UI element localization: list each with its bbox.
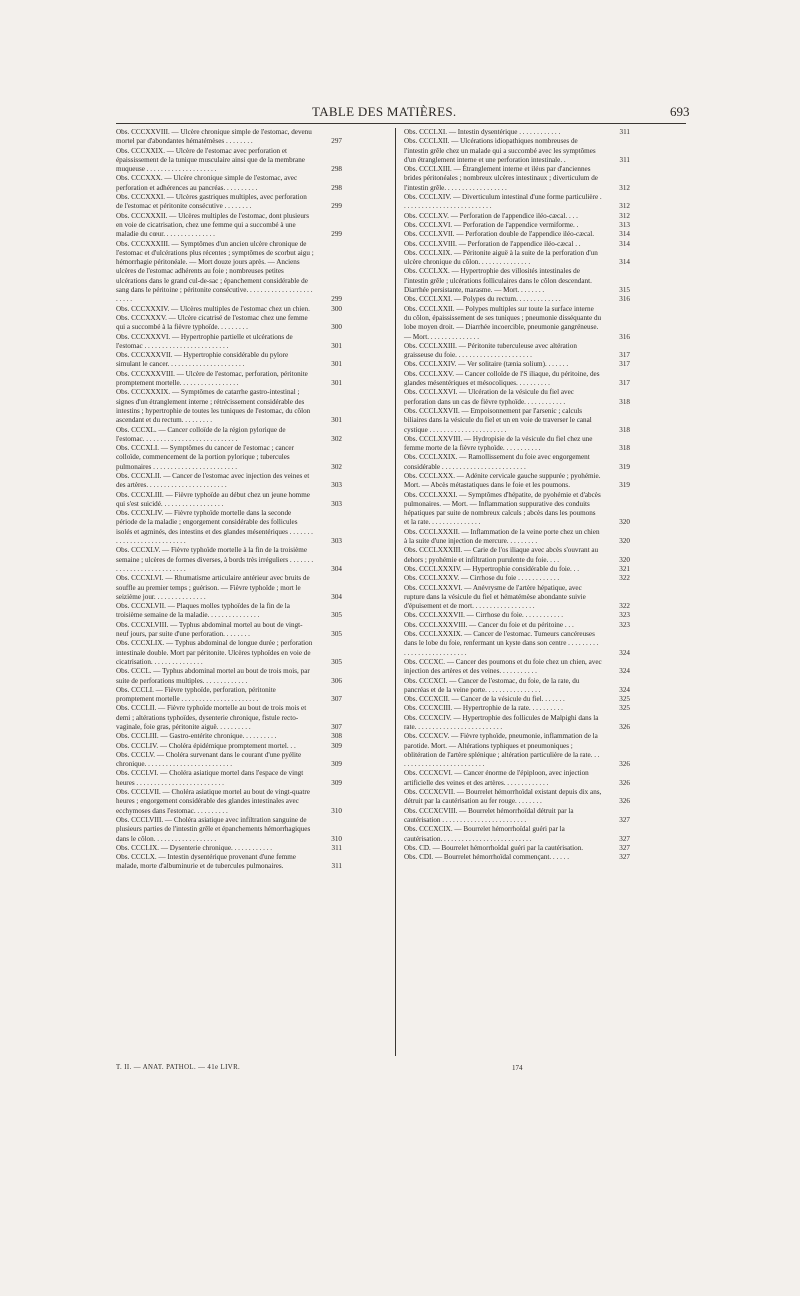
toc-entry-text: Obs. CCCL. — Typhus abdominal mortel au bout de trois mois, par suite de perforations multiples. . . . . . . . . . . . . (116, 667, 310, 685)
toc-entry-text: Obs. CCCXXXIII. — Symptômes d'un ancien ulcère chronique de l'estomac et d'ulcérations plus récentes ; symptômes de scorbut aigu ; hémorrhagie péritonéale. — Mort douze jours après. — Anciens ulcères de l'estomac adhérents au foie ; nombreuses petites ulcérations dans le grand cul-de-sac ; épanchement considérable de sang dans le péritoine ; péritonite consécutive. . . . . . . . . . . . . . . . . . . . . . . . (116, 239, 314, 304)
toc-entry-page: 314 (619, 230, 630, 239)
toc-entry (404, 407, 630, 435)
toc-entry-text: Obs. CCCXLII. — Cancer de l'estomac avec injection des veines et des artères. . . . . . . . . . . . . . . . . . . . . . . (116, 471, 310, 490)
toc-entry-text: Obs. CCCXCIV. — Hypertrophie des follicules de Malpighi dans la rate. . . . . . . . . . . . . . . . . . . . . . . . . (404, 713, 599, 731)
toc-entry-page: 326 (619, 760, 630, 769)
toc-entry-page: 308 (331, 732, 342, 741)
toc-entry-page: 322 (619, 602, 630, 611)
toc-entry-text: Obs. CCCLXXXVII. — Cirrhose du foie. . . . . . . . . . . . (404, 611, 564, 620)
toc-entry-page: 316 (619, 295, 630, 304)
toc-entry (116, 128, 342, 147)
toc-entry-text: Obs. CCCLXXVII. — Empoisonnement par l'arsenic ; calculs biliaires dans la vésicule du fiel et un en voie de traverser le canal cystique . . . . . . . . . . . . . . . . . . . . . . (404, 406, 592, 434)
toc-entry-text: Obs. CCCXCVII. — Bourrelet hémorrhoïdal existant depuis dix ans, détruit par la cautérisation au fer rouge. . . . . . . . (404, 788, 602, 806)
toc-entry-text: Obs. CCCXLVI. — Rhumatisme articulaire antérieur avec bruits de souffle au premier temps ; guérison. — Fièvre typhoïde ; mort le seizième jour. . . . . . . . . . . . . . . (116, 574, 310, 601)
toc-entry-text: Obs. CCCLXXII. — Polypes multiples sur toute la surface interne du côlon, épaississement de ses tuniques ; pneumonie disséquante du lobe moyen droit. — Diarrhée incoercible, pneumonie gangréneuse. — Mort. . . . . . . . . . . . . . . (404, 304, 602, 341)
toc-entry-text: Obs. CCCXLVII. — Plaques molles typhoïdes de la fin de la troisième semaine de la maladie. . . . . . . . . . . . . . . (116, 602, 290, 620)
toc-entry-text: Obs. CCCXXXIX. — Symptômes de catarrhe gastro-intestinal ; signes d'un étranglement interne ; rétrécissement considérable des intestins ; hypertrophie de toutes les tuniques de l'estomac, du côlon ascendant et du rectum. . . . . . . . . (116, 388, 311, 425)
toc-entry (404, 295, 630, 304)
toc-entry (116, 788, 342, 816)
toc-entry-page: 303 (331, 537, 342, 546)
toc-entry (404, 844, 630, 853)
toc-entry (116, 602, 342, 621)
sheet-number: 174 (512, 1064, 523, 1072)
toc-entry-text: Obs. CCCLXXXIX. — Cancer de l'estomac. Tumeurs cancéreuses dans le lobe du foie, renfermant un kyste dans son centre . . . . . . . . . . . . . . . . . . . . . . . . . . . (404, 630, 599, 657)
toc-entry (116, 212, 342, 240)
toc-entry (404, 574, 630, 583)
toc-entry (116, 174, 342, 193)
toc-entry-page: 315 (619, 286, 630, 295)
toc-entry (404, 621, 630, 630)
toc-entry (116, 388, 342, 425)
toc-entry (116, 147, 342, 175)
toc-entry-page: 303 (331, 481, 342, 490)
toc-entry-text: Obs. CCCLXXIII. — Péritonite tuberculeuse avec altération graisseuse du foie. . . . . . . . . . . . . . . . . . . . . . (404, 341, 577, 360)
toc-entry-page: 304 (331, 564, 342, 573)
toc-entry-page: 311 (331, 862, 342, 871)
signature-mark: T. II. — ANAT. PATHOL. — 41e LIVR. (116, 1064, 241, 1071)
toc-entry (116, 742, 342, 751)
toc-entry (116, 574, 342, 602)
toc-entry-text: Obs. CCCLXXX. — Adénite cervicale gauche suppurée ; pyohémie. Mort. — Abcès métastatiques dans le foie et les poumons. (404, 471, 601, 490)
toc-entry-page: 319 (619, 462, 630, 471)
toc-entry (116, 491, 342, 510)
toc-entry-page: 312 (619, 183, 630, 192)
toc-entry-page: 320 (619, 537, 630, 546)
toc-entry (404, 249, 630, 268)
toc-entry-page: 320 (619, 555, 630, 564)
toc-entry (404, 165, 630, 193)
toc-entry-page: 324 (619, 648, 630, 657)
toc-entry (404, 342, 630, 361)
toc-entry-text: Obs. CCCXXIX. — Ulcère de l'estomac avec perforation et épaississement de la tunique musculaire ainsi que de la membrane muqueuse . . . . . . . . . . . . . . . . . . . . (116, 146, 305, 174)
toc-entry-page: 318 (619, 397, 630, 406)
toc-entry-page: 298 (331, 183, 342, 192)
toc-entry-page: 305 (331, 630, 342, 639)
toc-entry-page: 327 (619, 815, 630, 824)
toc-entry-text: Obs. CCCLIII. — Gastro-entérite chronique. . . . . . . . . . (116, 732, 277, 741)
toc-entry-page: 301 (331, 416, 342, 425)
toc-entry (116, 426, 342, 445)
toc-entry-text: Obs. CDI. — Bourrelet hémorrhoïdal commençant. . . . . . (404, 853, 569, 862)
toc-entry-text: Obs. CCCXLV. — Fièvre typhoïde mortelle à la fin de la troisième semaine ; ulcères de formes diverses, à bords très irréguliers . . . . . . . . . . . . . . . . . . . . . . . . . . . (116, 546, 314, 573)
toc-entry-text: Obs. CCCXLIX. — Typhus abdominal de longue durée ; perforation intestinale double. Mort par péritonite. Ulcères typhoïdes en voie de cicatrisation. . . . . . . . . . . . . . . (116, 639, 313, 666)
toc-entry-text: Obs. CCCXCVIII. — Bourrelet hémorrhoïdal détruit par la cautérisation . . . . . . . . . . . . . . . . . . . . . . . . (404, 806, 574, 824)
toc-entry-text: Obs. CCCLXX. — Hypertrophie des villosités intestinales de l'intestin grêle ; ulcérations folliculaires dans le côlon descendant. Diarrhée persistante, marasme. — Mort. . . . . . . . (404, 267, 592, 295)
toc-entry-page: 302 (331, 462, 342, 471)
toc-entry (116, 370, 342, 389)
toc-entry-page: 325 (619, 704, 630, 713)
toc-entry-text: Obs. CCCLXII. — Ulcérations idiopathiques nombreuses de l'intestin grêle chez un malade qui a succombé avec les symptômes d'un étranglement interne et une perforation intestinale. . (404, 137, 596, 164)
toc-entry-text: Obs. CCCXLI. — Symptômes du cancer de l'estomac ; cancer colloïde, commencement de la portion pylorique ; tubercules pulmonaires . . . . . . . . . . . . . . . . . . . . . . . . (116, 444, 294, 471)
toc-entry-page: 324 (619, 685, 630, 694)
toc-entry-text: Obs. CCCXXXI. — Ulcères gastriques multiples, avec perforation de l'estomac et péritonite consécutive . . . . . . . . (116, 193, 307, 211)
toc-entry-page: 301 (331, 360, 342, 369)
toc-entry-page: 306 (331, 676, 342, 685)
toc-entry (116, 704, 342, 732)
toc-entry (404, 658, 630, 677)
toc-entry (404, 360, 630, 369)
toc-entry-text: Obs. CCCXC. — Cancer des poumons et du foie chez un chien, avec injection des artères et des veines. . . . . . . . . . . (404, 657, 602, 676)
toc-entry-page: 300 (331, 304, 342, 313)
toc-entry-text: Obs. CCCLVII. — Choléra asiatique mortel au bout de vingt-quatre heures ; engorgement considérable des glandes intestinales avec ecchymoses dans l'estomac. . . . . . . . . . (116, 788, 310, 815)
toc-entry-page: 323 (619, 620, 630, 629)
toc-entry-page: 301 (331, 341, 342, 350)
toc-entry (404, 472, 630, 491)
toc-entry-text: Obs. CCCXXVIII. — Ulcère chronique simple de l'estomac, devenu mortel par d'abondantes hématémèses . . . . . . . . (116, 128, 312, 146)
toc-entry-text: Obs. CCCLXXIV. — Ver solitaire (tænia solium). . . . . . . (404, 360, 569, 369)
toc-entry-text: Obs. CCCXXXIV. — Ulcères multiples de l'estomac chez un chien. (116, 304, 310, 313)
toc-entry (404, 546, 630, 565)
page-number: 693 (670, 104, 690, 119)
toc-entry-page: 304 (331, 592, 342, 601)
toc-entry-text: Obs. CCCLXXXVIII. — Cancer du foie et du péritoine . . . (404, 620, 574, 629)
toc-entry-page: 311 (331, 843, 342, 852)
toc-entry-page: 318 (619, 425, 630, 434)
toc-entry (404, 128, 630, 137)
toc-entry-page: 303 (331, 499, 342, 508)
toc-entry-text: Obs. CCCLXI. — Intestin dysentérique . . . . . . . . . . . . (404, 128, 561, 136)
toc-entry-page: 305 (331, 611, 342, 620)
toc-entry (404, 453, 630, 472)
toc-entry-text: Obs. CCCXCV. — Fièvre typhoïde, pneumonie, inflammation de la parotide. Mort. — Altérations typhiques et pneumoniques ; oblitération de l'artère splénique ; altération particulière de la rate. . . . . . . . . . . . . . . . . . . . . . . . . . (404, 732, 600, 769)
toc-entry (116, 816, 342, 844)
toc-entry-page: 299 (331, 230, 342, 239)
toc-entry (116, 240, 342, 305)
toc-entry (404, 240, 630, 249)
toc-entry-page: 324 (619, 667, 630, 676)
toc-entry (116, 193, 342, 212)
toc-entry-text: Obs. CCCLXXIX. — Ramollissement du foie avec engorgement considérable . . . . . . . . . . . . . . . . . . . . . . . . (404, 453, 590, 471)
toc-entry (404, 732, 630, 769)
toc-entry (404, 695, 630, 704)
toc-entry-text: Obs. CCCXCVI. — Cancer énorme de l'épiploon, avec injection artificielle des veines et des artères. . . . . . . . . . . . . (404, 769, 589, 787)
toc-entry (116, 305, 342, 314)
toc-entry (116, 621, 342, 640)
toc-entry-page: 310 (331, 806, 342, 815)
toc-entry-page: 309 (331, 778, 342, 787)
toc-entry-page: 326 (619, 797, 630, 806)
toc-entry-page: 321 (619, 564, 630, 573)
toc-entry (116, 509, 342, 546)
toc-entry-text: Obs. CCCLX. — Intestin dysentérique provenant d'une femme malade, morte d'albuminurie et de tubercules pulmonaires. (116, 853, 296, 871)
toc-entry-text: Obs. CCCLXXVIII. — Hydropisie de la vésicule du fiel chez une femme morte de la fièvre typhoïde. . . . . . . . . . . (404, 434, 593, 453)
header-rule (116, 123, 686, 124)
toc-entry-text: Obs. CCCXXXVII. — Hypertrophie considérable du pylore simulant le cancer. . . . . . . . . . . . . . . . . . . . . . (116, 351, 289, 369)
toc-entry (404, 630, 630, 658)
toc-entry-page: 298 (331, 165, 342, 174)
toc-column-right (404, 128, 630, 862)
toc-entry-text: Obs. CCCLV. — Choléra survenant dans le courant d'une pyélite chronique. . . . . . . . . . . . . . . . . . . . . . . . . (116, 750, 302, 769)
toc-entry-text: Obs. CCCXCIII. — Hypertrophie de la rate. . . . . . . . . . (404, 704, 563, 713)
running-title: TABLE DES MATIÈRES. (312, 104, 457, 119)
toc-entry-text: Obs. CCCXL. — Cancer colloïde de la région pylorique de l'estomac. . . . . . . . . . . . . . . . . . . . . . . . . . . (116, 425, 286, 443)
toc-entry (116, 314, 342, 333)
toc-entry (404, 584, 630, 612)
toc-entry-page: 322 (619, 574, 630, 583)
toc-entry-text: Obs. CCCLXXXIII. — Carie de l'os iliaque avec abcès s'ouvrant au dehors ; pyohémie et infiltration purulente du foie. . . . (404, 546, 599, 564)
toc-entry (404, 491, 630, 528)
toc-entry-text: Obs. CCCLXXXVI. — Anévrysme de l'artère hépatique, avec rupture dans la vésicule du fiel et hématémèse abondante suivie d'épuisement et de mort. . . . . . . . . . . . . . . . . . (404, 583, 586, 611)
toc-entry (116, 351, 342, 370)
toc-entry-page: 316 (619, 332, 630, 341)
toc-entry-page: 314 (619, 258, 630, 267)
toc-entry (116, 667, 342, 686)
toc-entry-page: 307 (331, 723, 342, 731)
toc-entry-page: 326 (619, 778, 630, 787)
toc-entry-text: Obs. CCCLI. — Fièvre typhoïde, perforation, péritonite promptement mortelle . . . . . . . . . . . . . . . . . . . . . . (116, 685, 276, 704)
toc-entry (404, 788, 630, 807)
toc-entry-text: Obs. CCCLII. — Fièvre typhoïde mortelle au bout de trois mois et demi ; altérations typhoïdes, dysenterie chronique, fistule recto-vaginale, foie gras, péritonite aiguë. . . . . . . . . . (116, 704, 307, 731)
toc-entry (116, 751, 342, 770)
toc-entry (404, 230, 630, 239)
toc-entry-page: 327 (619, 843, 630, 852)
toc-entry-text: Obs. CCCLXXXV. — Cirrhose du foie . . . . . . . . . . . . (404, 574, 560, 583)
toc-entry-text: Obs. CCCLXXXIV. — Hypertrophie considérable du foie. . . (404, 564, 579, 573)
toc-entry-page: 301 (331, 379, 342, 388)
toc-entry (404, 137, 630, 165)
toc-entry-page: 309 (331, 760, 342, 769)
column-divider (395, 128, 396, 1056)
toc-entry-page: 326 (619, 723, 630, 731)
toc-entry-text: Obs. CCCXCI. — Cancer de l'estomac, du foie, de la rate, du pancréas et de la veine porte. . . . . . . . . . . . . . . . (404, 676, 580, 694)
toc-entry-page: 299 (331, 202, 342, 211)
toc-entry-page: 317 (619, 360, 630, 369)
toc-entry (404, 305, 630, 342)
toc-entry-page: 302 (331, 434, 342, 443)
toc-entry-page: 312 (619, 211, 630, 220)
toc-entry-page: 300 (331, 323, 342, 332)
toc-entry (116, 844, 342, 853)
toc-entry-text: Obs. CCCXCII. — Cancer de la vésicule du fiel. . . . . . . (404, 695, 565, 704)
toc-entry-page: 319 (619, 481, 630, 490)
toc-entry-text: Obs. CCCLXIX. — Péritonite aiguë à la suite de la perforation d'un ulcère chronique du côlon. . . . . . . . . . . . . . . (404, 248, 598, 267)
toc-entry-page: 327 (619, 834, 630, 843)
toc-entry (404, 388, 630, 407)
toc-entry-page: 317 (619, 351, 630, 360)
toc-entry (116, 546, 342, 574)
toc-entry-text: Obs. CCCXXXVIII. — Ulcère de l'estomac, perforation, péritonite promptement mortelle. . . . . . . . . . . . . . . . . (116, 369, 308, 388)
toc-entry-text: Obs. CCCLXVII. — Perforation double de l'appendice iléo-cæcal. (404, 230, 595, 239)
toc-entry (404, 370, 630, 389)
toc-entry-text: Obs. CCCXCIX. — Bourrelet hémorrhoïdal guéri par la cautérisation. . . . . . . . . . . . . . . . . . . . . . . . . . (404, 825, 565, 843)
toc-entry (116, 333, 342, 352)
toc-entry (404, 807, 630, 826)
toc-entry-text: Obs. CCCLVIII. — Choléra asiatique avec infiltration sanguine de plusieurs parties de l'intestin grêle et épanchements hémorrhagiques dans le côlon. . . . . . . . . . . . . . . . . . (116, 815, 311, 843)
toc-entry-text: Obs. CCCXXXV. — Ulcère cicatrisé de l'estomac chez une femme qui a succombé à la fièvre typhoïde. . . . . . . . . (116, 313, 308, 332)
toc-entry (404, 193, 630, 212)
toc-entry (404, 714, 630, 733)
toc-entry (116, 639, 342, 667)
toc-entry-text: Obs. CCCXLIV. — Fièvre typhoïde mortelle dans la seconde période de la maladie ; engorgement considérable des follicules isolés et agminés, des intestins et des glandes mésentériques . . . . . . . . . . . . . . . . . . . . . . . . . . . (116, 509, 313, 546)
toc-entry-page: 297 (331, 137, 342, 146)
toc-entry-text: Obs. CCCLXIII. — Étranglement interne et iléus par d'anciennes brides péritonéales ; nombreux ulcères intestinaux ; diverticulum de l'intestin grêle. . . . . . . . . . . . . . . . . . (404, 165, 598, 192)
toc-entry-text: Obs. CD. — Bourrelet hémorrhoïdal guéri par la cautérisation. (404, 843, 584, 852)
toc-entry-page: 311 (619, 128, 630, 136)
toc-entry (404, 769, 630, 788)
toc-entry (404, 565, 630, 574)
toc-entry (116, 444, 342, 472)
toc-entry-page: 318 (619, 444, 630, 453)
toc-entry-page: 309 (331, 741, 342, 750)
toc-entry-page: 317 (619, 379, 630, 388)
toc-entry-text: Obs. CCCXLIII. — Fièvre typhoïde au début chez un jeune homme qui s'est suicidé. . . . . . . . . . . . . . . . . . (116, 490, 310, 508)
toc-entry (116, 686, 342, 705)
toc-entry (404, 267, 630, 295)
toc-column-left (116, 128, 342, 872)
toc-entry-page: 313 (619, 220, 630, 229)
toc-entry-text: Obs. CCCXLVIII. — Typhus abdominal mortel au bout de vingt-neuf jours, par suite d'une perforation. . . . . . . . (116, 620, 303, 639)
toc-entry (404, 528, 630, 547)
toc-entry-text: Obs. CCCXXX. — Ulcère chronique simple de l'estomac, avec perforation et adhérences au pancréas. . . . . . . . . . (116, 174, 298, 192)
toc-entry-page: 314 (619, 239, 630, 248)
toc-entry-page: 299 (331, 295, 342, 304)
toc-entry (116, 732, 342, 741)
toc-entry-page: 310 (331, 834, 342, 843)
toc-entry-text: Obs. CCCLIX. — Dysenterie chronique. . . . . . . . . . . . (116, 843, 273, 852)
toc-entry (404, 435, 630, 454)
toc-entry (404, 704, 630, 713)
toc-entry-text: Obs. CCCXXXII. — Ulcères multiples de l'estomac, dont plusieurs en voie de cicatrisation, chez une femme qui a succombé à une maladie du cœur. . . . . . . . . . . . . . . (116, 211, 310, 239)
toc-entry-text: Obs. CCCLXXV. — Cancer colloïde de l'S iliaque, du péritoine, des glandes mésentériques et mésocoliques. . . . . . . . . . (404, 369, 600, 388)
toc-entry-page: 327 (619, 853, 630, 862)
toc-entry (404, 677, 630, 696)
toc-entry-text: Obs. CCCLXVI. — Perforation de l'appendice vermiforme. . (404, 220, 579, 229)
toc-entry-page: 307 (331, 695, 342, 704)
toc-entry (404, 221, 630, 230)
toc-entry-text: Obs. CCCLXXXII. — Inflammation de la veine porte chez un chien à la suite d'une injection de mercure. . . . . . . . . (404, 527, 600, 546)
toc-entry-text: Obs. CCCLIV. — Choléra épidémique promptement mortel. . . (116, 741, 296, 750)
toc-entry-page: 311 (619, 155, 630, 164)
toc-entry-page: 305 (331, 657, 342, 666)
toc-entry-page: 323 (619, 611, 630, 620)
toc-entry (404, 825, 630, 844)
toc-entry-text: Obs. CCCLXXXI. — Symptômes d'hépatite, de pyohémie et d'abcès pulmonaires. — Mort. — Inflammation suppurative des conduits hépatiques par suite de nombreux calculs ; abcès dans les poumons et la rate. . . . . . . . . . . . . . . (404, 490, 601, 527)
toc-entry-text: Obs. CCCLXXI. — Polypes du rectum. . . . . . . . . . . . . (404, 295, 561, 304)
toc-entry (116, 853, 342, 872)
toc-entry (404, 611, 630, 620)
toc-entry (116, 769, 342, 788)
toc-entry-text: Obs. CCCLVI. — Choléra asiatique mortel dans l'espace de vingt heures . . . . . . . . . . . . . . . . . . . . . . . . . (116, 769, 304, 787)
toc-entry (116, 472, 342, 491)
toc-entry (404, 212, 630, 221)
toc-entry-text: Obs. CCCLXIV. — Diverticulum intestinal d'une forme particulière . . . . . . . . . . . . . . . . . . . . . . . . . . (404, 193, 602, 211)
toc-entry-text: Obs. CCCLXVIII. — Perforation de l'appendice iléo-cæcal . . (404, 239, 581, 248)
toc-entry-page: 325 (619, 695, 630, 704)
toc-entry-text: Obs. CCCLXV. — Perforation de l'appendice iléo-cæcal. . . . (404, 211, 578, 220)
toc-entry-page: 312 (619, 202, 630, 211)
toc-entry-page: 320 (619, 518, 630, 527)
toc-entry-text: Obs. CCCXXXVI. — Hypertrophie partielle et ulcérations de l'estomac . . . . . . . . . . . . . . . . . . . . . . . . (116, 332, 293, 350)
toc-entry-text: Obs. CCCLXXVI. — Ulcération de la vésicule du fiel avec perforation dans un cas de fièvre typhoïde. . . . . . . . . . . . (404, 388, 574, 406)
toc-entry (404, 853, 630, 862)
